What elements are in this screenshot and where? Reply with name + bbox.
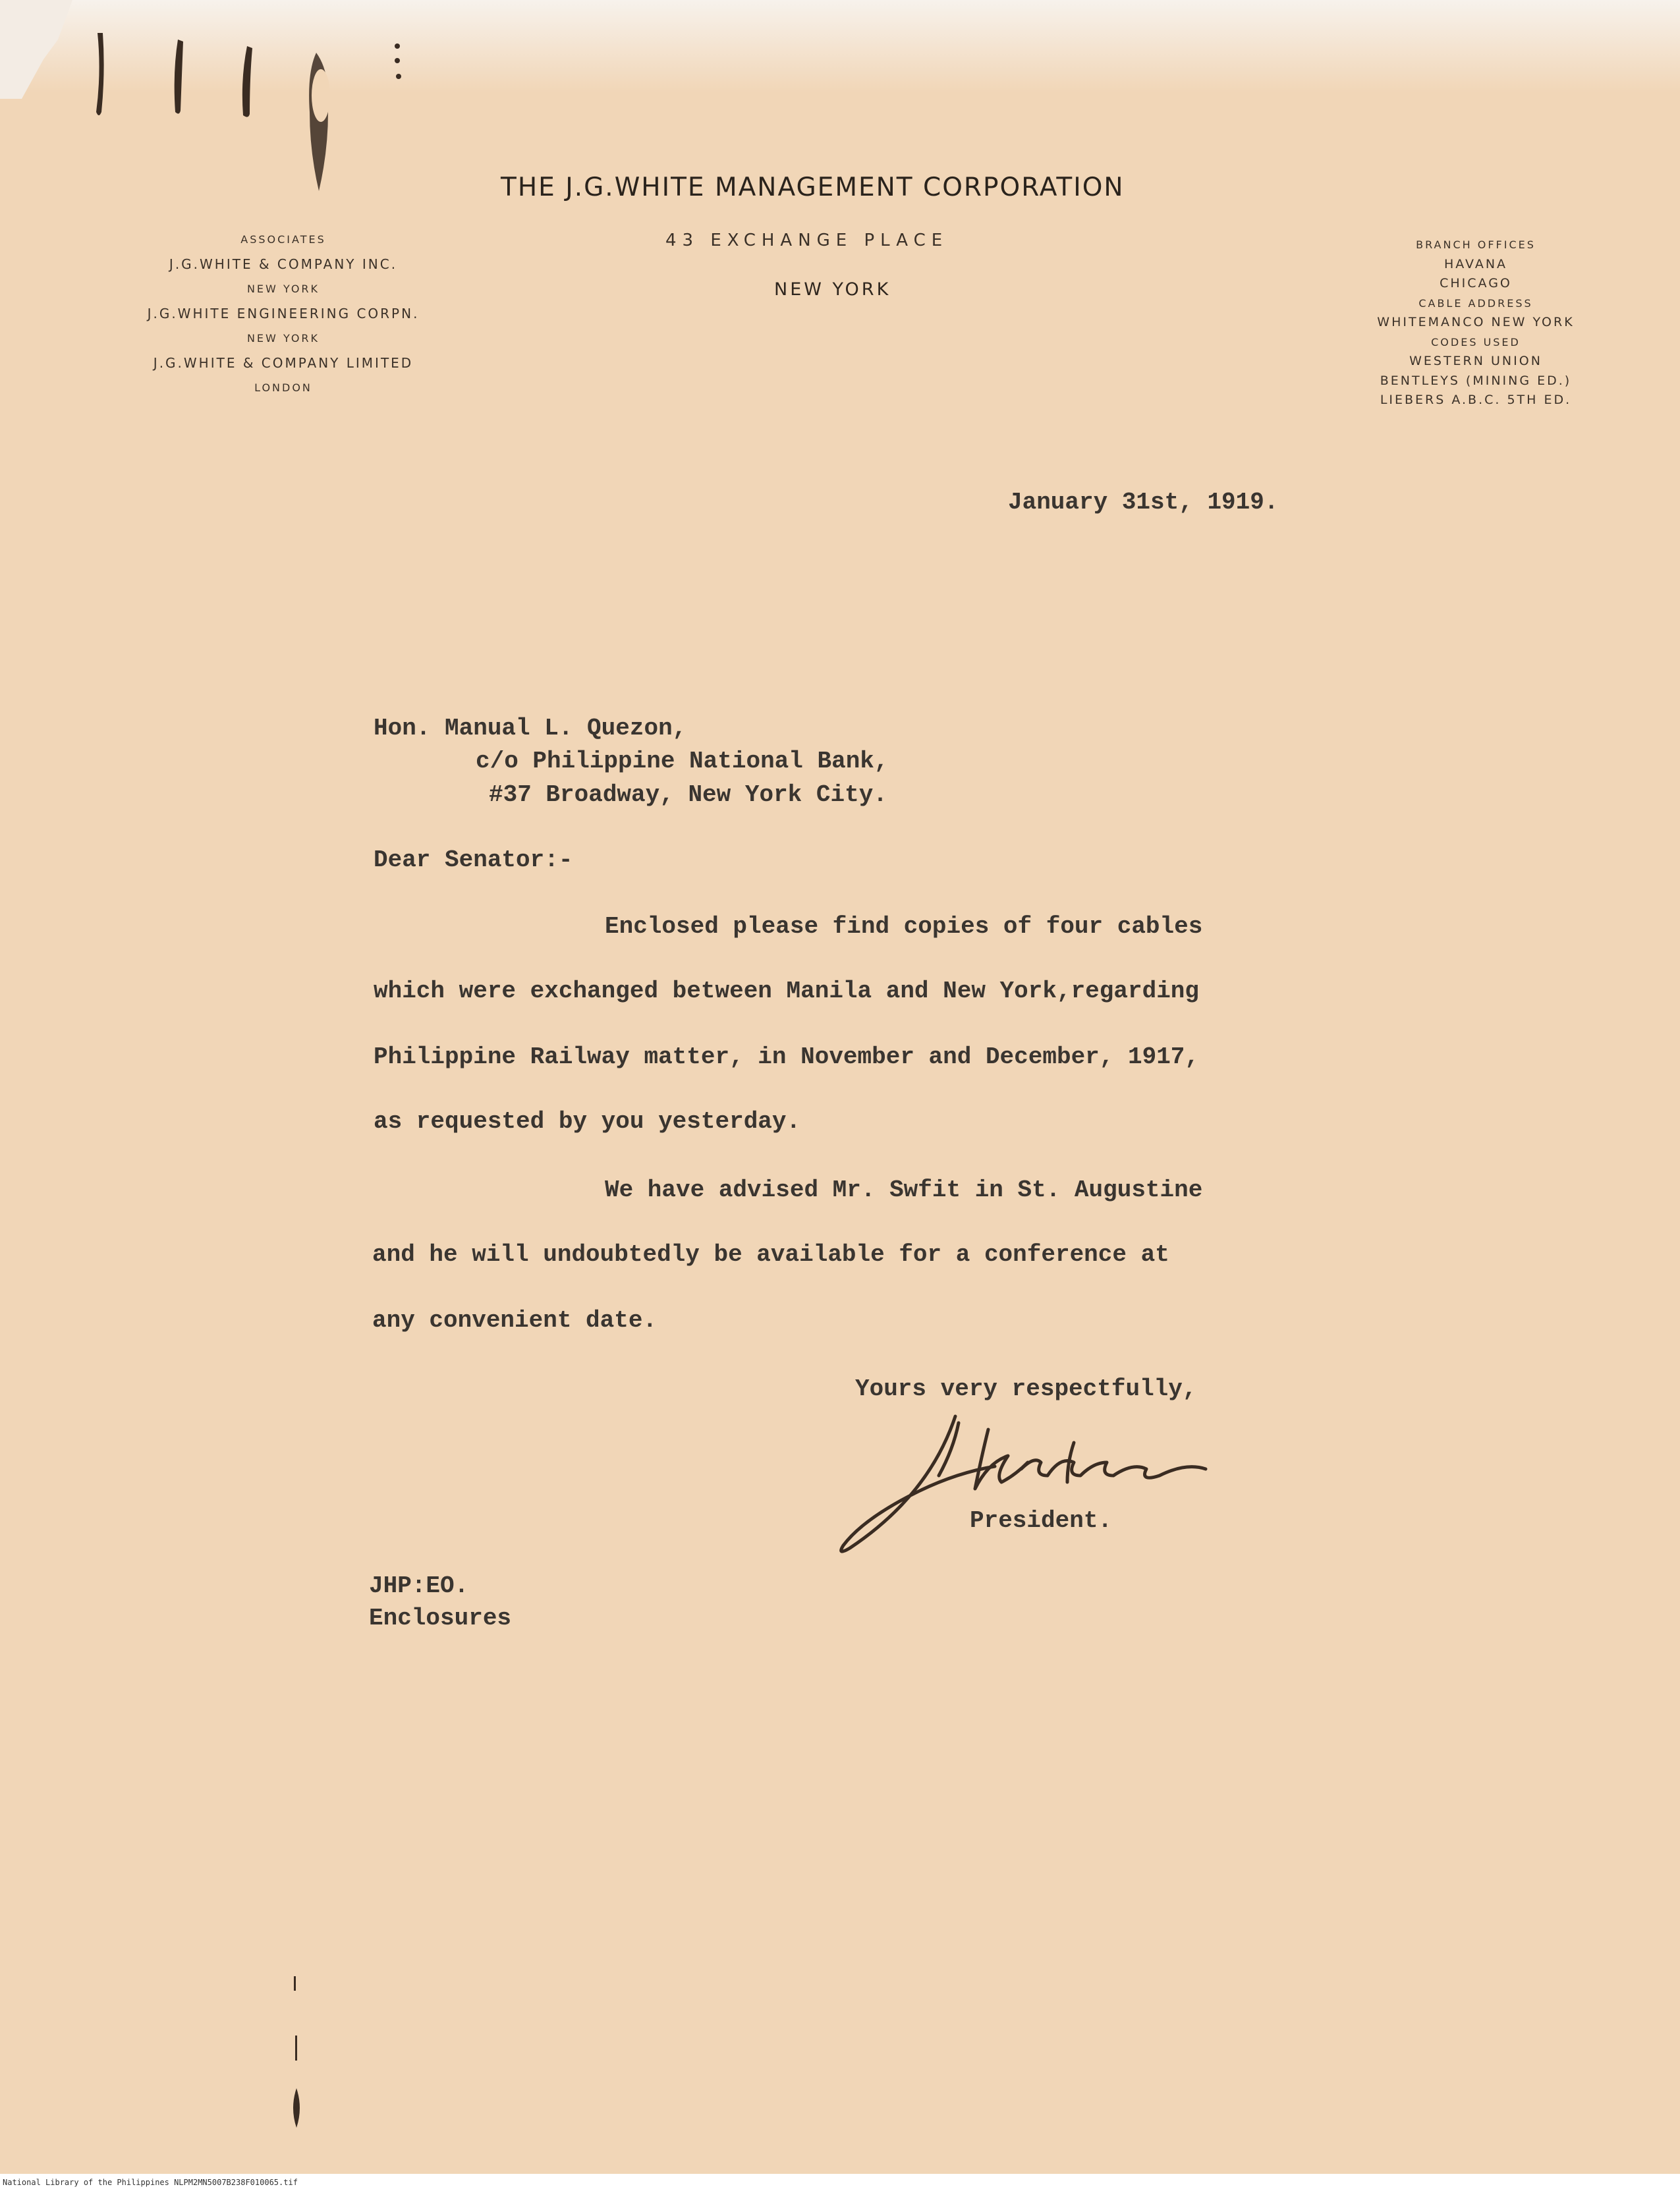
signer-title: President. (970, 1507, 1113, 1534)
associate-line: NEW YORK (246, 332, 320, 345)
recipient-name: Hon. Manual L. Quezon, (374, 715, 687, 742)
body-line: which were exchanged between Manila and New York,regarding (374, 978, 1200, 1005)
body-line: Enclosed please find copies of four cables (605, 913, 1203, 940)
branch-line: LIEBERS A.B.C. 5TH ED. (1380, 393, 1572, 407)
enclosures-note: Enclosures (369, 1605, 512, 1632)
associates-heading: ASSOCIATES (240, 233, 326, 246)
associates-block (86, 227, 481, 401)
signature (824, 1403, 1298, 1561)
body-line: Philippine Railway matter, in November and December, 1917, (374, 1043, 1200, 1070)
branch-line: WHITEMANCO NEW YORK (1377, 315, 1575, 329)
branch-offices-block (1321, 235, 1631, 410)
company-name: THE J.G.WHITE MANAGEMENT CORPORATION (501, 173, 1125, 202)
body-line: as requested by you yesterday. (374, 1108, 801, 1135)
branch-line: BENTLEYS (MINING ED.) (1380, 373, 1572, 388)
recipient-line: #37 Broadway, New York City. (489, 781, 887, 808)
body-line: We have advised Mr. Swfit in St. Augustine (605, 1177, 1203, 1204)
associate-line: J.G.WHITE & COMPANY LIMITED (153, 354, 414, 371)
reference-initials: JHP:EO. (369, 1572, 469, 1599)
branch-line: WESTERN UNION (1409, 354, 1542, 368)
branch-line: CODES USED (1431, 335, 1521, 348)
lower-binder-marks (277, 1970, 316, 2141)
body-line: and he will undoubtedly be available for a conference at (372, 1241, 1169, 1268)
scan-footer-note: National Library of the Philippines NLPM2MN5007B238F010065.tif (3, 2178, 298, 2187)
company-city: NEW YORK (774, 279, 891, 300)
associate-line: J.G.WHITE & COMPANY INC. (169, 256, 398, 272)
branch-line: HAVANA (1443, 256, 1508, 271)
associate-line: LONDON (254, 381, 312, 394)
salutation: Dear Senator:- (374, 846, 573, 873)
company-address: 43 EXCHANGE PLACE (665, 231, 949, 250)
branch-line: BRANCH OFFICES (1416, 238, 1536, 251)
closing: Yours very respectfully, (855, 1375, 1197, 1402)
body-line: any convenient date. (372, 1307, 658, 1334)
associate-line: NEW YORK (246, 283, 320, 295)
letter-date: January 31st, 1919. (1008, 489, 1279, 516)
recipient-line: c/o Philippine National Bank, (476, 748, 889, 775)
binder-hole-marks (79, 20, 422, 257)
branch-line: CHICAGO (1440, 276, 1512, 291)
branch-line: CABLE ADDRESS (1418, 296, 1533, 310)
associate-line: J.G.WHITE ENGINEERING CORPN. (147, 305, 420, 321)
